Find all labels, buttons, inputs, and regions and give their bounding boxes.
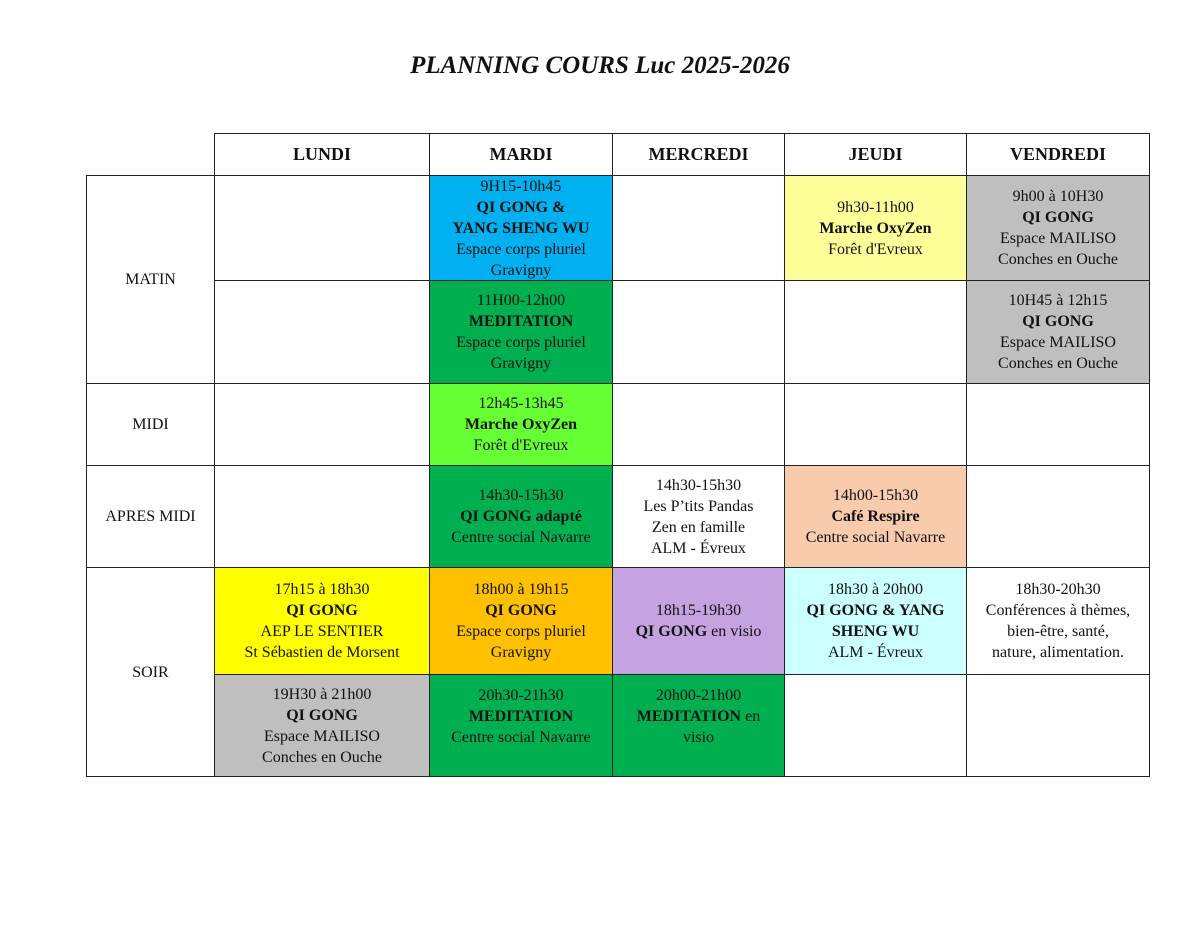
row-label-soir: SOIR [86, 567, 215, 777]
slot-title-line [637, 706, 760, 727]
slot-place: Conches en Ouche [998, 251, 1118, 268]
cell-midi-mercredi [612, 383, 785, 466]
slot-time: 14h30-15h30 [478, 487, 564, 504]
header-lundi: LUNDI [214, 133, 430, 176]
header-mercredi: MERCREDI [612, 133, 785, 176]
slot-title: MEDITATION [468, 708, 574, 725]
slot-time: 11H00-12h00 [476, 292, 566, 309]
slot-title: QI GONG [1022, 209, 1094, 226]
cell-apm-vendredi [966, 465, 1150, 568]
slot-time: 17h15 à 18h30 [274, 581, 370, 598]
slot-time: 20h00-21h00 [655, 687, 742, 704]
slot-soir2-mardi [429, 674, 613, 777]
cell-matin2-mercredi [612, 280, 785, 384]
row-label-midi: MIDI [86, 383, 215, 466]
slot-matin1-jeudi [784, 175, 967, 281]
slot-time: 9H15-10h45 [480, 177, 562, 195]
slot-midi-mardi [429, 383, 613, 466]
slot-time: 14h00-15h30 [832, 487, 919, 504]
slot-soir1-mardi [429, 567, 613, 675]
slot-line: nature, alimentation. [992, 644, 1124, 661]
cell-matin1-mercredi [612, 175, 785, 281]
cell-midi-lundi [214, 383, 430, 466]
slot-apm-mercredi [612, 465, 785, 568]
slot-soir1-lundi [214, 567, 430, 675]
slot-place: St Sébastien de Morsent [244, 644, 400, 661]
slot-place: Centre social Navarre [451, 729, 591, 746]
slot-title: YANG SHENG WU [452, 219, 590, 237]
slot-time: 18h30-20h30 [1015, 581, 1101, 598]
slot-matin1-vendredi [966, 175, 1150, 281]
header-vendredi: VENDREDI [966, 133, 1150, 176]
cell-matin1-lundi [214, 175, 430, 281]
slot-place: ALM - Évreux [650, 539, 747, 557]
slot-title: QI GONG [286, 706, 358, 724]
slot-title: MEDITATION [636, 708, 742, 725]
slot-soir2-mercredi [612, 674, 785, 777]
slot-place: Espace corps pluriel [456, 334, 586, 351]
slot-soir2-lundi [214, 674, 430, 777]
slot-place: Espace MAILISO [1000, 230, 1116, 247]
header-jeudi: JEUDI [784, 133, 967, 176]
slot-time: 18h00 à 19h15 [473, 581, 569, 598]
row-label-apres-midi: APRES MIDI [86, 465, 215, 568]
cell-matin2-lundi [214, 280, 430, 384]
slot-title: QI GONG [635, 623, 708, 640]
slot-soir1-jeudi [784, 567, 967, 675]
slot-line: bien-être, santé, [1007, 623, 1109, 640]
slot-time: 20h30-21h30 [478, 687, 564, 704]
slot-title: QI GONG [286, 602, 358, 619]
slot-place: Forêt d'Evreux [473, 437, 569, 454]
slot-title: Marche OxyZen [464, 416, 578, 433]
cell-midi-vendredi [966, 383, 1150, 466]
slot-time: 9h30-11h00 [837, 198, 914, 216]
slot-place: Espace corps pluriel [456, 240, 586, 258]
slot-title: QI GONG [1022, 313, 1094, 330]
slot-place: Conches en Ouche [262, 748, 382, 766]
slot-title: SHENG WU [831, 623, 920, 640]
slot-place: Gravigny [490, 355, 552, 372]
slot-title: QI GONG & [476, 198, 566, 216]
slot-title: QI GONG [485, 602, 557, 619]
slot-suffix: en visio [707, 623, 762, 640]
slot-matin2-mardi [429, 280, 613, 384]
slot-place: Gravigny [490, 644, 552, 661]
slot-title: QI GONG & YANG [806, 602, 945, 619]
slot-soir1-mercredi [612, 567, 785, 675]
slot-time: 18h30 à 20h00 [827, 581, 924, 598]
slot-place: Conches en Ouche [998, 355, 1118, 372]
slot-apm-jeudi [784, 465, 967, 568]
slot-soir1-vendredi [966, 567, 1150, 675]
slot-place: Forêt d'Evreux [828, 240, 923, 258]
slot-line: Les P’tits Pandas [643, 497, 754, 515]
slot-place: Gravigny [490, 261, 552, 279]
header-mardi: MARDI [429, 133, 613, 176]
slot-title: MEDITATION [468, 313, 574, 330]
cell-apm-lundi [214, 465, 430, 568]
slot-line: visio [682, 729, 715, 746]
slot-time: 10H45 à 12h15 [1008, 292, 1108, 309]
page-title: PLANNING COURS Luc 2025-2026 [410, 52, 790, 79]
cell-soir2-vendredi [966, 674, 1150, 777]
slot-time: 14h30-15h30 [655, 476, 742, 494]
slot-place: Centre social Navarre [451, 529, 591, 546]
slot-matin1-mardi [429, 175, 613, 281]
slot-title: QI GONG adapté [460, 508, 582, 525]
slot-title: Marche OxyZen [819, 219, 932, 237]
cell-midi-jeudi [784, 383, 967, 466]
slot-title: Café Respire [831, 508, 920, 525]
slot-suffix: en [741, 708, 761, 725]
slot-title-line [636, 621, 762, 642]
slot-apm-mardi [429, 465, 613, 568]
slot-time: 12h45-13h45 [478, 395, 564, 412]
slot-time: 9h00 à 10H30 [1012, 188, 1104, 205]
slot-place: Espace MAILISO [264, 727, 380, 745]
slot-place: Espace MAILISO [1000, 334, 1116, 351]
slot-place: Espace corps pluriel [456, 623, 586, 640]
slot-line: Zen en famille [651, 518, 746, 536]
cell-soir2-jeudi [784, 674, 967, 777]
slot-place: ALM - Évreux [827, 644, 924, 661]
slot-time: 18h15-19h30 [655, 602, 742, 619]
slot-time: 19H30 à 21h00 [272, 685, 372, 703]
row-label-matin: MATIN [86, 175, 215, 384]
slot-line: Conférences à thèmes, [985, 602, 1131, 619]
slot-place: AEP LE SENTIER [260, 623, 384, 640]
cell-matin2-jeudi [784, 280, 967, 384]
slot-place: Centre social Navarre [805, 529, 946, 546]
slot-matin2-vendredi [966, 280, 1150, 384]
